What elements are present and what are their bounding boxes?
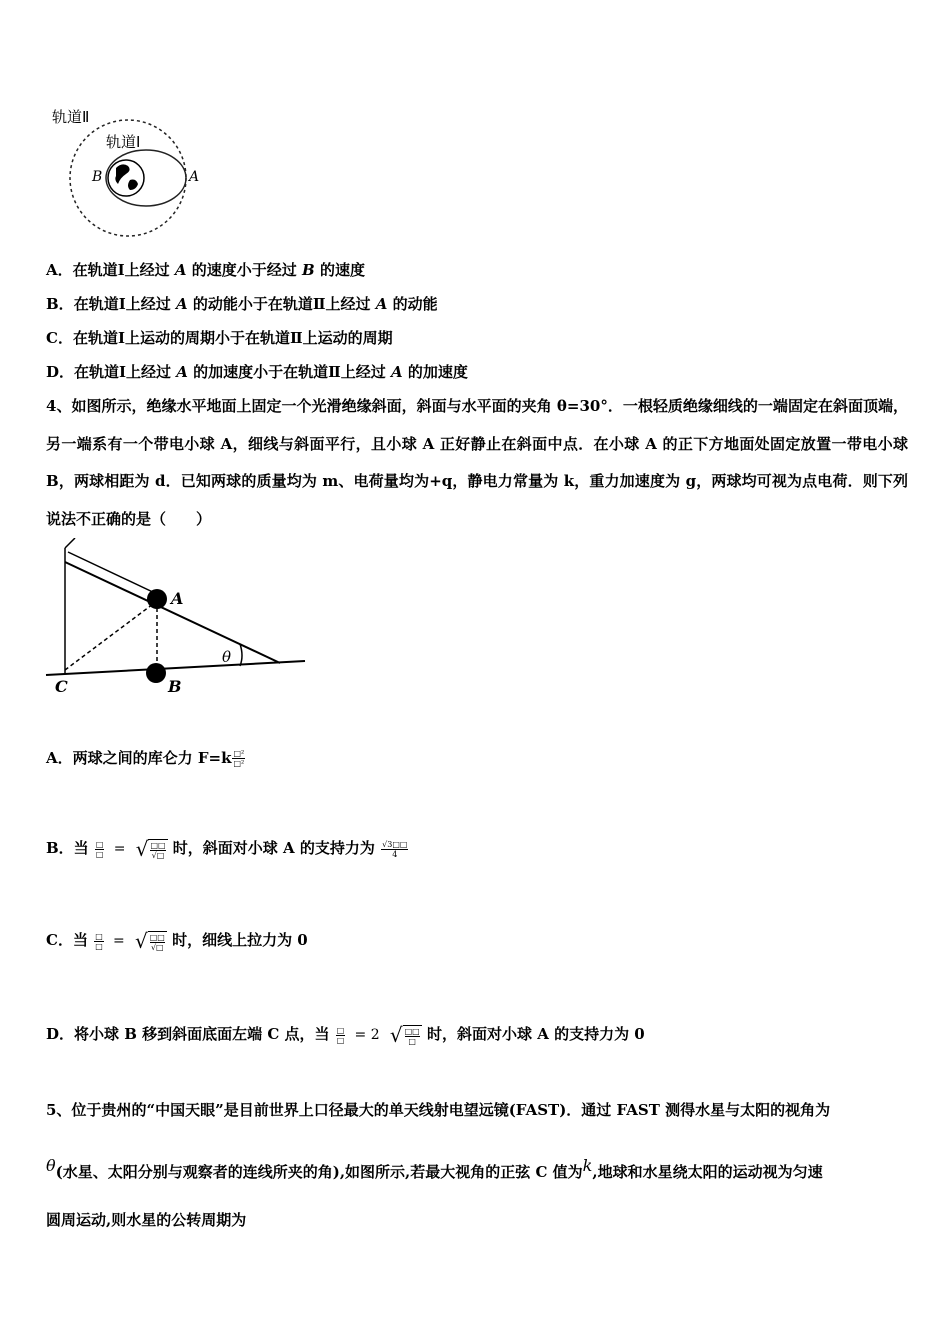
label-a: A — [171, 589, 184, 608]
q4-stem: 4、如图所示，绝缘水平地面上固定一个光滑绝缘斜面，斜面与水平面的夹角 θ=30°．一根轻质绝缘细线的一端固定在斜面顶端，另一端系有一个带电小球 A，细线与斜面平行，且小球 A 正好静止在斜面中点．在小球 A 的正下方地面处固定放置一带电小球 B，两球相距为 d．已知两球的质量均为 m、电荷量均为+q，静电力常量为 k，重力加速度为 g，两球均可视为点电荷．则下列说法不正确的是（ ） — [46, 397, 908, 528]
q4-option-b: B．当 $\frac{□}{□}$ = √ □□ √□ 时，斜面对小球 A 的支持力为 $\frac{√3□□}{4}$ — [46, 836, 408, 861]
q4-option-c: C．当 $\frac{□}{□}$ = √ □□ √□ 时，细线上拉力为 0 — [46, 928, 308, 953]
label-b: B — [168, 677, 182, 696]
q4-option-a: A．两球之间的库仑力 F=k $\frac{\text{□²}}{\text{□²}}$ — [46, 749, 245, 768]
q4-option-d: D．将小球 B 移到斜面底面左端 C 点，当 $\frac{□}{□}$ = 2 √ □□ □ 时，斜面对小球 A 的支持力为 0 — [46, 1022, 645, 1047]
label-theta: θ — [222, 648, 232, 666]
q5-line3: 圆周运动,则水星的公转周期为 — [46, 1211, 247, 1229]
orbit2-label: 轨道Ⅱ — [52, 108, 90, 126]
ball-a — [147, 589, 167, 609]
q3-option-a: A．在轨道Ⅰ上经过 A 的速度小于经过 B 的速度 — [46, 261, 365, 279]
q5-line1: 5、位于贵州的“中国天眼”是目前世界上口径最大的单天线射电望远镜(FAST)．通过 FAST 测得水星与太阳的视角为 — [46, 1101, 831, 1119]
point-b-label: B — [92, 169, 103, 185]
q5-line2: θ(水星、太阳分别与观察者的连线所夹的角),如图所示,若最大视角的正弦 C 值为k,地球和水星绕太阳的运动视为匀速 — [46, 1156, 823, 1181]
q3-option-b: B．在轨道Ⅰ上经过 A 的动能小于在轨道Ⅱ上经过 A 的动能 — [46, 295, 438, 313]
orbit-diagram — [46, 100, 206, 242]
label-c: C — [55, 677, 68, 696]
incline-diagram — [40, 538, 310, 703]
ball-b — [146, 663, 166, 683]
q5-theta-symbol: θ — [46, 1156, 56, 1175]
point-a-label: A — [189, 169, 200, 185]
orbit1-label: 轨道Ⅰ — [106, 133, 141, 151]
q3-option-c: C．在轨道Ⅰ上运动的周期小于在轨道Ⅱ上运动的周期 — [46, 329, 393, 347]
q3-option-d: D．在轨道Ⅰ上经过 A 的加速度小于在轨道Ⅱ上经过 A 的加速度 — [46, 363, 468, 381]
q5-k-symbol: k — [582, 1156, 593, 1175]
